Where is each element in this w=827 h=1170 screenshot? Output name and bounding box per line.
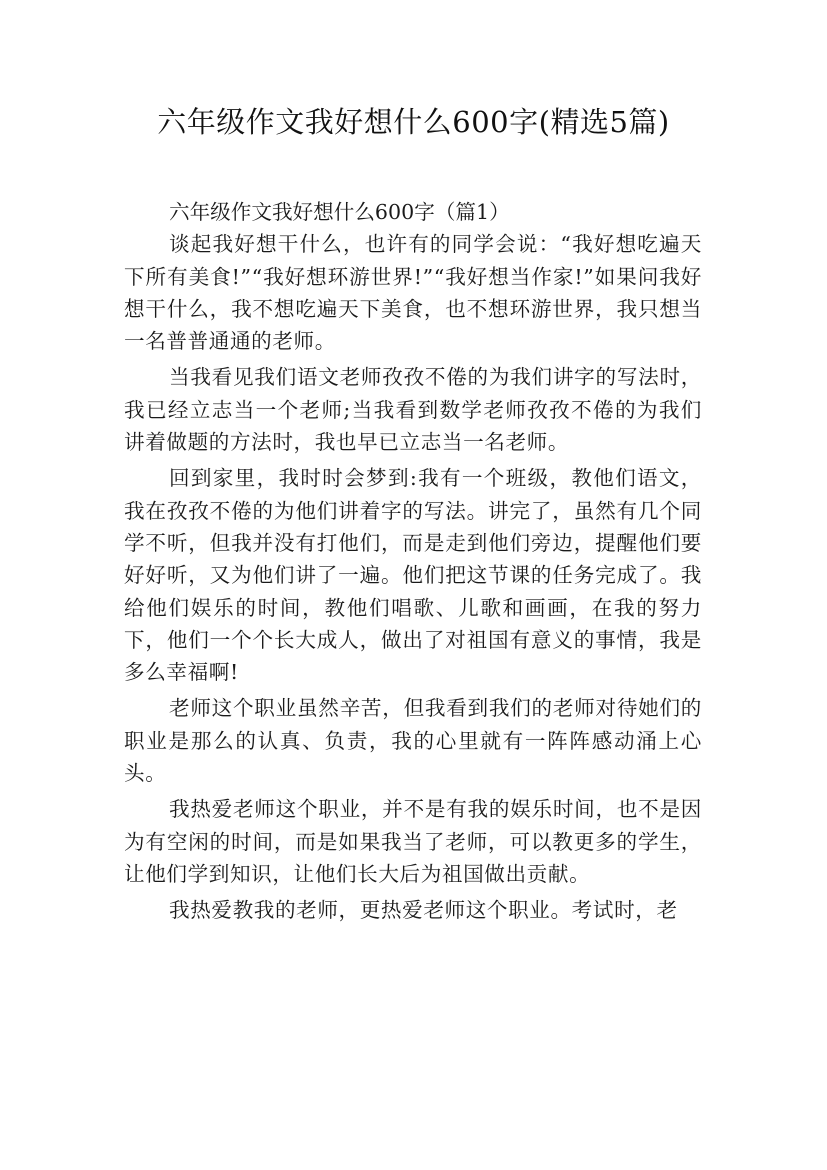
paragraph-2: 当我看见我们语文老师孜孜不倦的为我们讲字的写法时，我已经立志当一个老师;当我看到数学老师孜孜不倦的为我们讲着做题的方法时，我也早已立志当一名老师。 (124, 365, 702, 455)
section-heading: 六年级作文我好想什么600字（篇1） (169, 200, 510, 224)
paragraph-4: 老师这个职业虽然辛苦，但我看到我们的老师对待她们的职业是那么的认真、负责，我的心里就有一阵阵感动涌上心头。 (124, 696, 702, 786)
document-title: 六年级作文我好想什么600字(精选5篇) (157, 105, 670, 139)
paragraph-1: 谈起我好想干什么，也许有的同学会说：“我好想吃遍天下所有美食!”“我好想环游世界!”“我好想当作家!”如果问我好想干什么，我不想吃遍天下美食，也不想环游世界，我只想当一名普普通通的老师。 (124, 232, 702, 354)
paragraph-5: 我热爱老师这个职业，并不是有我的娱乐时间，也不是因为有空闲的时间，而是如果我当了老师，可以教更多的学生，让他们学到知识，让他们长大后为祖国做出贡献。 (124, 797, 702, 886)
paragraph-6: 我热爱教我的老师，更热爱老师这个职业。考试时，老 (169, 898, 678, 923)
document-body (124, 196, 702, 931)
paragraph-3: 回到家里，我时时会梦到:我有一个班级，教他们语文，我在孜孜不倦的为他们讲着字的写法。讲完了，虽然有几个同学不听，但我并没有打他们，而是走到他们旁边，提醒他们要好好听，又为他们讲了一遍。他们把这节课的任务完成了。我给他们娱乐的时间，教他们唱歌、儿歌和画画，在我的努力下，他们一个个长大成人，做出了对祖国有意义的事情，我是多么幸福啊! (124, 466, 702, 685)
